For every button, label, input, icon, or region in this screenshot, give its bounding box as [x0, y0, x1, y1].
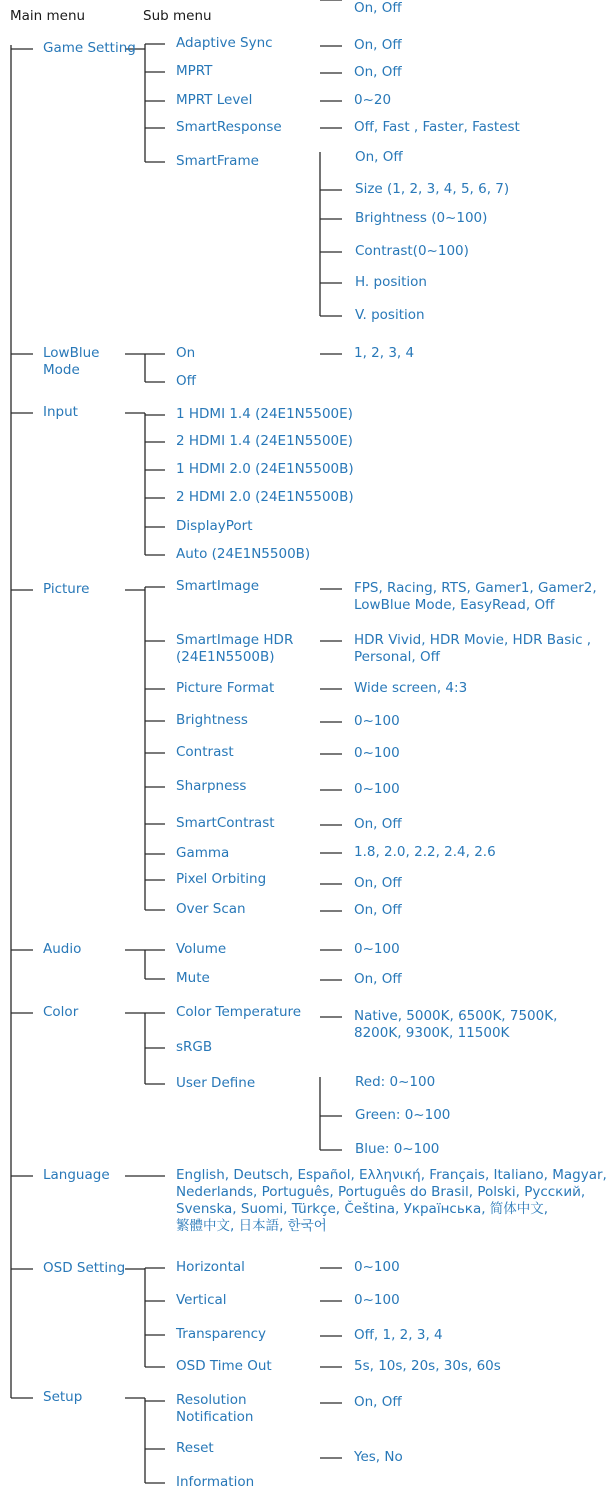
main-menu-item: Language — [43, 1167, 110, 1183]
sub-menu-item: English, Deutsch, Español, Ελληνική, Français, Italiano, Magyar, Nederlands, Português, Português do Brasil, Polski, Русский, Svenska, Suomi, Türkçe, Čeština, Українська, 简体中文, 繁體中文, 日本語, 한국어 — [176, 1167, 607, 1234]
option-value: 0~100 — [354, 713, 400, 729]
sub-menu-item: User Define — [176, 1075, 256, 1091]
option-value: On, Off — [354, 37, 402, 53]
sub-menu-item: Off — [176, 373, 196, 389]
sub-menu-item: Horizontal — [176, 1259, 245, 1275]
option-value: V. position — [355, 307, 425, 323]
sub-menu-item: Vertical — [176, 1292, 227, 1308]
option-value: 1.8, 2.0, 2.2, 2.4, 2.6 — [354, 844, 496, 860]
main-menu-item: Game Setting — [43, 40, 136, 56]
option-value: Green: 0~100 — [355, 1107, 451, 1123]
option-value: 1, 2, 3, 4 — [354, 345, 415, 361]
sub-menu-item: MPRT — [176, 63, 213, 79]
sub-menu-item: Reset — [176, 1440, 214, 1456]
sub-menu-item: SmartContrast — [176, 815, 275, 831]
option-value: Red: 0~100 — [355, 1074, 436, 1090]
option-value: 0~100 — [354, 781, 400, 797]
option-value: Blue: 0~100 — [355, 1141, 440, 1157]
sub-menu-item: Pixel Orbiting — [176, 871, 267, 887]
option-value: Off, Fast , Faster, Fastest — [354, 119, 520, 135]
option-value: 0~100 — [354, 745, 400, 761]
sub-menu-item: Information — [176, 1474, 255, 1490]
option-value: Yes, No — [354, 1449, 403, 1465]
main-menu-header: Main menu — [10, 8, 86, 24]
option-value: 0~100 — [354, 1259, 400, 1275]
option-value: 0~100 — [354, 1292, 400, 1308]
option-value: 0~100 — [354, 941, 400, 957]
option-value: On, Off — [354, 64, 402, 80]
sub-menu-item: OSD Time Out — [176, 1358, 272, 1374]
option-value: Wide screen, 4:3 — [354, 680, 468, 696]
sub-menu-item: SmartImage HDR (24E1N5500B) — [176, 632, 294, 665]
sub-menu-item: 1 HDMI 1.4 (24E1N5500E) — [176, 406, 353, 422]
sub-menu-item: MPRT Level — [176, 92, 253, 108]
sub-menu-item: SmartResponse — [176, 119, 282, 135]
main-menu-item: LowBlue Mode — [43, 345, 100, 378]
sub-menu-item: Mute — [176, 970, 210, 986]
option-value: On, Off — [354, 902, 402, 918]
option-value: 5s, 10s, 20s, 30s, 60s — [354, 1358, 501, 1374]
sub-menu-item: DisplayPort — [176, 518, 253, 534]
sub-menu-item: 1 HDMI 2.0 (24E1N5500B) — [176, 461, 354, 477]
option-value: Native, 5000K, 6500K, 7500K, 8200K, 9300K, 11500K — [354, 1008, 558, 1041]
option-value: Contrast(0~100) — [355, 243, 469, 259]
main-menu-item: Color — [43, 1004, 79, 1020]
option-value: On, Off — [354, 1394, 402, 1410]
option-value: On, Off — [354, 0, 402, 16]
sub-menu-item: Brightness — [176, 712, 248, 728]
option-value: On, Off — [354, 875, 402, 891]
sub-menu-item: Gamma — [176, 845, 230, 861]
option-value: Off, 1, 2, 3, 4 — [354, 1327, 443, 1343]
main-menu-item: Picture — [43, 581, 90, 597]
main-menu-item: Input — [43, 404, 78, 420]
option-value: H. position — [355, 274, 427, 290]
option-value: On, Off — [354, 971, 402, 987]
sub-menu-item: On — [176, 345, 196, 361]
sub-menu-item: Transparency — [176, 1326, 267, 1342]
option-value: HDR Vivid, HDR Movie, HDR Basic , Personal, Off — [354, 632, 592, 665]
sub-menu-item: Auto (24E1N5500B) — [176, 546, 311, 562]
sub-menu-item: sRGB — [176, 1039, 213, 1055]
sub-menu-item: Sharpness — [176, 778, 247, 794]
sub-menu-item: Picture Format — [176, 680, 275, 696]
sub-menu-item: Color Temperature — [176, 1004, 302, 1020]
sub-menu-item: Over Scan — [176, 901, 246, 917]
sub-menu-item: Contrast — [176, 744, 234, 760]
sub-menu-item: SmartFrame — [176, 153, 259, 169]
option-value: Brightness (0~100) — [355, 210, 488, 226]
sub-menu-header: Sub menu — [143, 8, 212, 24]
main-menu-item: Audio — [43, 941, 82, 957]
sub-menu-item: 2 HDMI 1.4 (24E1N5500E) — [176, 433, 353, 449]
option-value: 0~20 — [354, 92, 392, 108]
option-value: FPS, Racing, RTS, Gamer1, Gamer2, LowBlue Mode, EasyRead, Off — [354, 580, 597, 613]
sub-menu-item: Volume — [176, 941, 227, 957]
main-menu-item: OSD Setting — [43, 1260, 126, 1276]
sub-menu-item: Adaptive Sync — [176, 35, 273, 51]
sub-menu-item: 2 HDMI 2.0 (24E1N5500B) — [176, 489, 354, 505]
main-menu-item: Setup — [43, 1389, 83, 1405]
option-value: On, Off — [355, 149, 403, 165]
sub-menu-item: SmartImage — [176, 578, 260, 594]
option-value: On, Off — [354, 816, 402, 832]
sub-menu-item: Resolution Notification — [176, 1392, 254, 1425]
option-value: Size (1, 2, 3, 4, 5, 6, 7) — [355, 181, 510, 197]
